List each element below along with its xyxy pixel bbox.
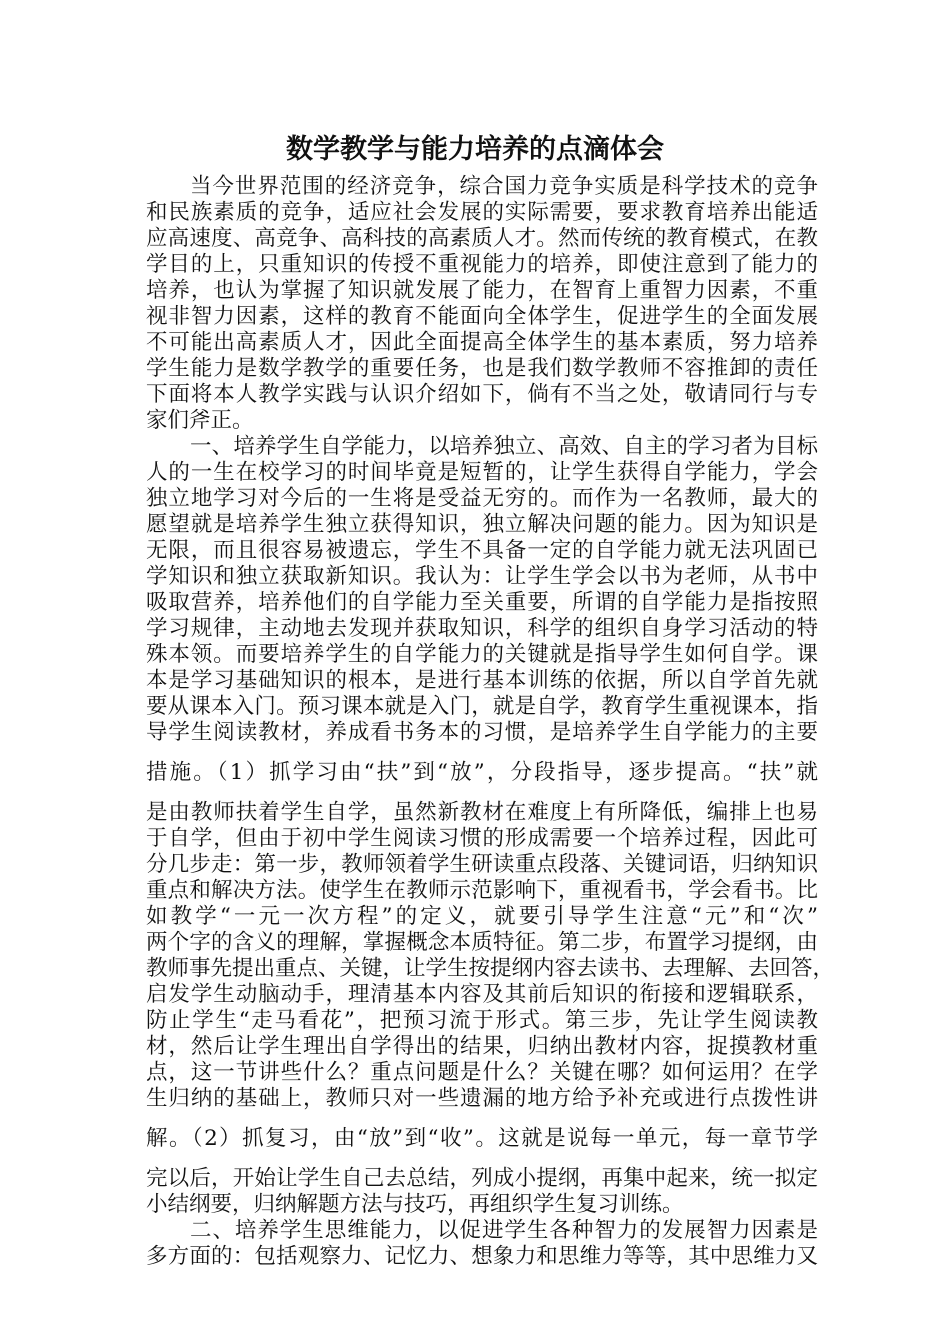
text-line: 愿望就是培养学生独立获得知识，独立解决问题的能力。因为知识是 [146, 512, 818, 537]
text-line: 学生能力是数学教学的重要任务，也是我们数学教师不容推卸的责任 [146, 356, 818, 381]
text-line: 是由教师扶着学生自学，虽然新教材在难度上有所降低，编排上也易 [146, 800, 818, 825]
text-line: 本是学习基础知识的根本，是进行基本训练的依据，所以自学首先就 [146, 668, 818, 693]
text-line: 无限，而且很容易被遗忘，学生不具备一定的自学能力就无法巩固已 [146, 538, 818, 563]
text-line: 学习规律，主动地去发现并获取知识，科学的组织自身学习活动的特 [146, 616, 818, 641]
text-line: 家们斧正。 [146, 408, 254, 433]
text-line: 独立地学习对今后的一生将是受益无穷的。而作为一名教师，最大的 [146, 486, 818, 511]
text-line: 下面将本人教学实践与认识介绍如下，倘有不当之处，敬请同行与专 [146, 382, 818, 407]
text-line: 分几步走：第一步，教师领着学生研读重点段落、关键词语，归纳知识 [146, 852, 818, 877]
text-line: 导学生阅读教材，养成看书务本的习惯，是培养学生自学能力的主要 [146, 720, 818, 745]
text-line: 于自学，但由于初中学生阅读习惯的形成需要一个培养过程，因此可 [146, 826, 818, 851]
text-line: 启发学生动脑动手，理清基本内容及其前后知识的衔接和逻辑联系， [146, 982, 818, 1007]
text-line: 要从课本入门。预习课本就是入门，就是自学，教育学生重视课本，指 [146, 694, 818, 719]
text-line: 学知识和独立获取新知识。我认为：让学生学会以书为老师，从书中 [146, 564, 818, 589]
text-line: 学目的上，只重知识的传授不重视能力的培养，即使注意到了能力的 [146, 252, 818, 277]
text-line: 两个字的含义的理解，掌握概念本质特征。第二步，布置学习提纲，由 [146, 930, 818, 955]
text-line: 重点和解决方法。使学生在教师示范影响下，重视看书，学会看书。比 [146, 878, 818, 903]
text-line: 和民族素质的竞争，适应社会发展的实际需要，要求教育培养出能适 [146, 200, 818, 225]
text-line: 完以后，开始让学生自己去总结，列成小提纲，再集中起来，统一拟定 [146, 1166, 818, 1191]
text-line: 教师事先提出重点、关键，让学生按提纲内容去读书、去理解、去回答， [146, 956, 835, 981]
text-line: 解。（2）抓复习，由“放”到“收”。这就是说每一单元，每一章节学 [146, 1126, 818, 1151]
text-line: 视非智力因素，这样的教育不能面向全体学生，促进学生的全面发展 [146, 304, 818, 329]
text-line: 多方面的：包括观察力、记忆力、想象力和思维力等等，其中思维力又 [146, 1244, 818, 1269]
text-line: 当今世界范围的经济竞争，综合国力竞争实质是科学技术的竞争 [190, 174, 818, 199]
section-heading-line: 一、培养学生自学能力，以培养独立、高效、自主的学习者为目标 [190, 434, 818, 459]
document-title: 数学教学与能力培养的点滴体会 [286, 134, 664, 165]
text-line: 小结纲要，归纳解题方法与技巧，再组织学生复习训练。 [146, 1192, 684, 1217]
text-line: 生归纳的基础上，教师只对一些遗漏的地方给予补充或进行点拨性讲 [146, 1086, 818, 1111]
text-line: 措施。（1）抓学习由“扶”到“放”，分段指导，逐步提高。“扶”就 [146, 760, 818, 785]
text-line: 吸取营养，培养他们的自学能力至关重要，所谓的自学能力是指按照 [146, 590, 818, 615]
text-line: 点，这一节讲些什么？重点问题是什么？关键在哪？如何运用？在学 [146, 1060, 818, 1085]
section-heading-line: 二、培养学生思维能力，以促进学生各种智力的发展智力因素是 [190, 1218, 818, 1243]
text-line: 应高速度、高竞争、高科技的高素质人才。然而传统的教育模式，在教 [146, 226, 818, 251]
text-line: 不可能出高素质人才，因此全面提高全体学生的基本素质，努力培养 [146, 330, 818, 355]
text-line: 殊本领。而要培养学生的自学能力的关键就是指导学生如何自学。课 [146, 642, 818, 667]
text-line: 如教学“一元一次方程”的定义，就要引导学生注意“元”和“次” [146, 904, 818, 929]
text-line: 培养，也认为掌握了知识就发展了能力，在智育上重智力因素，不重 [146, 278, 818, 303]
text-line: 防止学生“走马看花”，把预习流于形式。第三步，先让学生阅读教 [146, 1008, 818, 1033]
text-line: 材，然后让学生理出自学得出的结果，归纳出教材内容，捉摸教材重 [146, 1034, 818, 1059]
text-line: 人的一生在校学习的时间毕竟是短暂的，让学生获得自学能力，学会 [146, 460, 818, 485]
